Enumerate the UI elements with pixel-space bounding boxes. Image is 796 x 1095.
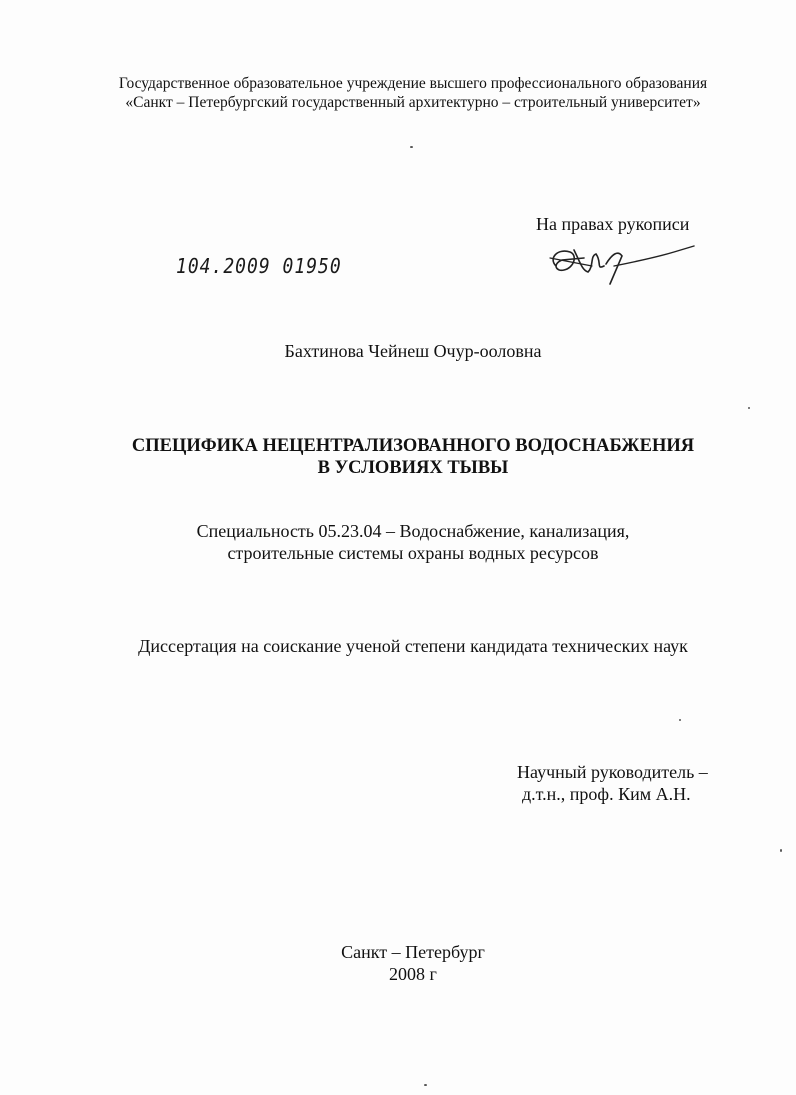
supervisor-line-1: Научный руководитель – (517, 762, 708, 782)
specialty-line-1: Специальность 05.23.04 – Водоснабжение, канализация, (196, 521, 630, 541)
title-line-2: В УСЛОВИЯХ ТЫВЫ (317, 458, 509, 478)
year: 2008 г (389, 964, 437, 984)
specialty-line-2: строительные системы охраны водных ресурсов (227, 543, 599, 563)
place-and-year (30, 941, 796, 985)
dissertation-title (30, 435, 796, 479)
author-name: Бахтинова Чейнеш Очур-ооловна (284, 341, 542, 361)
scan-speck (424, 1084, 427, 1086)
specialty (30, 520, 796, 564)
dissertation-type: Диссертация на соискание ученой степени кандидата технических наук (138, 636, 688, 656)
scan-speck (748, 407, 750, 409)
manuscript-rights-note: На правах рукописи (536, 214, 690, 234)
supervisor-line-2: д.т.н., проф. Ким А.Н. (522, 784, 691, 804)
institution-header (30, 74, 796, 112)
city: Санкт – Петербург (341, 942, 485, 962)
registration-stamp: 104.2009 01950 (176, 254, 342, 279)
handwritten-signature (544, 236, 704, 286)
institution-line-1: Государственное образовательное учреждение высшего профессионального образования (118, 75, 708, 92)
title-line-1: СПЕЦИФИКА НЕЦЕНТРАЛИЗОВАННОГО ВОДОСНАБЖЕНИЯ (131, 436, 695, 456)
scan-speck (780, 849, 782, 852)
scan-speck (679, 719, 681, 721)
scientific-supervisor (517, 761, 708, 805)
institution-line-2: «Санкт – Петербургский государственный архитектурно – строительный университет» (125, 94, 701, 111)
scan-speck (410, 146, 413, 148)
